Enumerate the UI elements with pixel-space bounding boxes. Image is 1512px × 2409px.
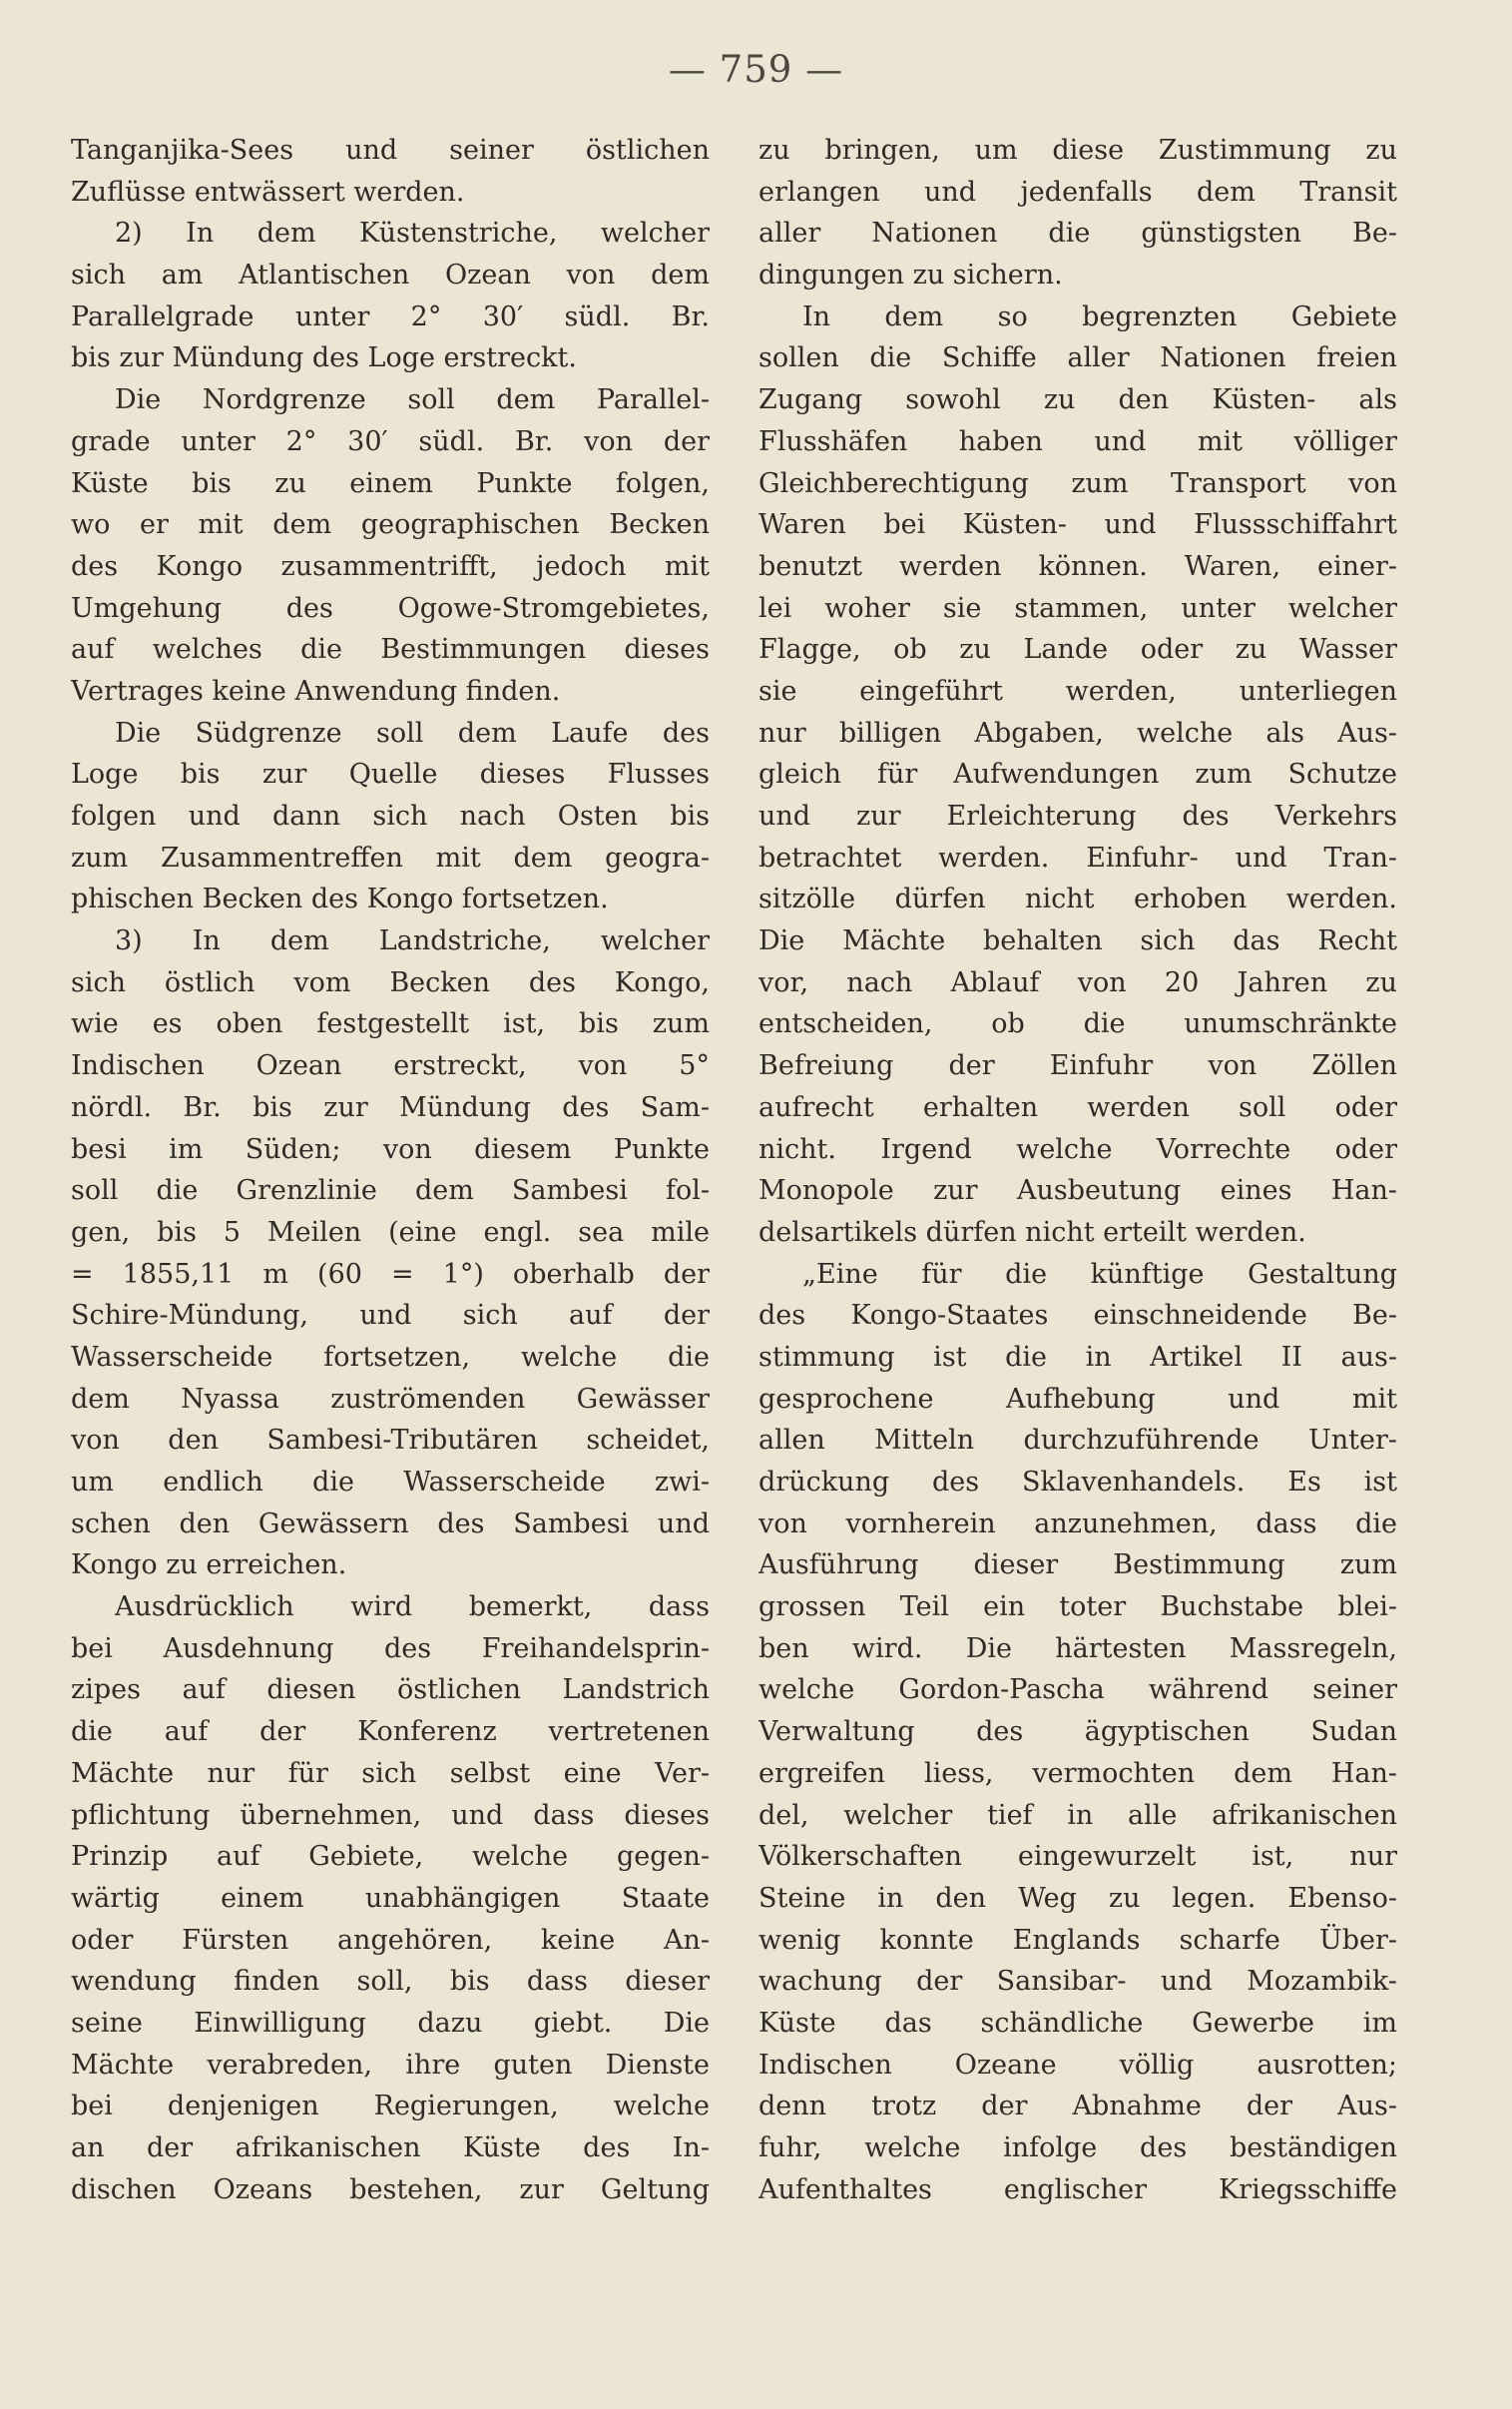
text-line: Steine in den Weg zu legen. Ebenso- (758, 1882, 1397, 1914)
text-line: aufrecht erhalten werden soll oder (758, 1091, 1397, 1123)
text-line: lei woher sie stammen, unter welcher (758, 592, 1397, 624)
right-text-column (758, 130, 1397, 2266)
text-line: Flagge, ob zu Lande oder zu Wasser (758, 634, 1397, 666)
text-line: zum Zusammentreffen mit dem geogra- (71, 842, 710, 874)
text-line: Die Nordgrenze soll dem Parallel- (115, 384, 710, 416)
text-line: allen Mitteln durchzuführende Unter- (758, 1425, 1397, 1457)
text-line: Zugang sowohl zu den Küsten- als (758, 384, 1397, 416)
text-line: pflichtung übernehmen, und dass dieses (71, 1799, 710, 1831)
text-line: welche Gordon-Pascha während seiner (758, 1674, 1397, 1706)
text-line: Indischen Ozeane völlig ausrotten; (758, 2049, 1397, 2081)
text-line: Loge bis zur Quelle dieses Flusses (71, 759, 710, 791)
text-line: ben wird. Die härtesten Massregeln, (758, 1632, 1397, 1664)
text-line: wo er mit dem geographischen Becken (71, 509, 710, 541)
text-line: aller Nationen die günstigsten Be- (758, 218, 1397, 250)
text-line: Mächte nur für sich selbst eine Ver- (71, 1757, 710, 1789)
text-line: betrachtet werden. Einfuhr- und Tran- (758, 842, 1397, 874)
text-line: In dem so begrenzten Gebiete (802, 301, 1397, 332)
text-line: Prinzip auf Gebiete, welche gegen- (71, 1841, 710, 1873)
text-line: 3) In dem Landstriche, welcher (115, 925, 710, 957)
text-line: bis zur Mündung des Loge erstreckt. (71, 342, 577, 374)
text-line: denn trotz der Abnahme der Aus- (758, 2091, 1397, 2122)
text-line: sie eingeführt werden, unterliegen (758, 675, 1397, 707)
text-line: grossen Teil ein toter Buchstabe blei- (758, 1591, 1397, 1623)
text-line: erlangen und jedenfalls dem Transit (758, 176, 1397, 208)
text-line: von vornherein anzunehmen, dass die (758, 1507, 1397, 1539)
text-line: Monopole zur Ausbeutung eines Han- (758, 1175, 1397, 1207)
text-line: nicht. Irgend welche Vorrechte oder (758, 1133, 1397, 1165)
text-line: dem Nyassa zuströmenden Gewässer (71, 1383, 710, 1415)
text-line: dingungen zu sichern. (758, 260, 1063, 292)
text-line: Die Mächte behalten sich das Recht (758, 925, 1397, 957)
text-line: von den Sambesi-Tributären scheidet, (71, 1425, 710, 1457)
text-line: um endlich die Wasserscheide zwi- (71, 1467, 710, 1498)
text-line: bei Ausdehnung des Freihandelsprin- (71, 1632, 710, 1664)
text-line: del, welcher tief in alle afrikanischen (758, 1799, 1397, 1831)
text-line: gen, bis 5 Meilen (eine engl. sea mile (71, 1216, 710, 1248)
text-line: auf welches die Bestimmungen dieses (71, 634, 710, 666)
text-line: wachung der Sansibar- und Mozambik- (758, 1966, 1397, 1998)
text-line: Ausführung dieser Bestimmung zum (758, 1549, 1397, 1581)
text-line: Indischen Ozean erstreckt, von 5° (71, 1050, 710, 1082)
text-line: Verwaltung des ägyptischen Sudan (758, 1716, 1397, 1748)
text-line: zipes auf diesen östlichen Landstrich (71, 1674, 710, 1706)
text-line: wärtig einem unabhängigen Staate (71, 1882, 710, 1914)
text-line: Mächte verabreden, ihre guten Dienste (71, 2049, 710, 2081)
text-line: Ausdrücklich wird bemerkt, dass (115, 1591, 710, 1623)
text-line: die auf der Konferenz vertretenen (71, 1716, 710, 1748)
text-line: gleich für Aufwendungen zum Schutze (758, 759, 1397, 791)
text-line: vor, nach Ablauf von 20 Jahren zu (758, 966, 1397, 998)
text-line: sitzölle dürfen nicht erhoben werden. (758, 884, 1397, 915)
text-line: oder Fürsten angehören, keine An- (71, 1924, 710, 1956)
text-line: zu bringen, um diese Zustimmung zu (758, 135, 1397, 166)
text-line: dischen Ozeans bestehen, zur Geltung (71, 2173, 710, 2205)
text-line: delsartikels dürfen nicht erteilt werden. (758, 1216, 1306, 1248)
text-line: wendung finden soll, bis dass dieser (71, 1966, 710, 1998)
text-line: phischen Becken des Kongo fortsetzen. (71, 884, 609, 915)
text-line: schen den Gewässern des Sambesi und (71, 1507, 710, 1539)
text-line: Aufenthaltes englischer Kriegsschiffe (758, 2173, 1397, 2205)
text-line: an der afrikanischen Küste des In- (71, 2132, 710, 2163)
text-line: Küste bis zu einem Punkte folgen, (71, 467, 710, 499)
text-line: sollen die Schiffe aller Nationen freien (758, 342, 1397, 374)
left-text-column (71, 130, 710, 2266)
text-line: Gleichberechtigung zum Transport von (758, 467, 1397, 499)
text-line: nur billigen Abgaben, welche als Aus- (758, 717, 1397, 749)
text-line: und zur Erleichterung des Verkehrs (758, 801, 1397, 832)
text-line: „Eine für die künftige Gestaltung (802, 1258, 1397, 1290)
text-line: Vertrages keine Anwendung finden. (71, 675, 561, 707)
text-line: Schire-Mündung, und sich auf der (71, 1300, 710, 1332)
text-line: Zuflüsse entwässert werden. (71, 176, 465, 208)
text-line: Flusshäfen haben und mit völliger (758, 425, 1397, 457)
text-line: soll die Grenzlinie dem Sambesi fol- (71, 1175, 710, 1207)
text-line: bei denjenigen Regierungen, welche (71, 2091, 710, 2122)
text-line: Tanganjika-Sees und seiner östlichen (71, 135, 710, 166)
text-line: Waren bei Küsten- und Flussschiffahrt (758, 509, 1397, 541)
text-line: sich östlich vom Becken des Kongo, (71, 966, 710, 998)
page-number: — 759 — (668, 48, 844, 91)
text-line: Parallelgrade unter 2° 30′ südl. Br. (71, 301, 710, 332)
text-line: Kongo zu erreichen. (71, 1549, 347, 1581)
text-line: grade unter 2° 30′ südl. Br. von der (71, 425, 710, 457)
text-line: Die Südgrenze soll dem Laufe des (115, 717, 710, 749)
text-line: fuhr, welche infolge des beständigen (758, 2132, 1397, 2163)
text-line: ergreifen liess, vermochten dem Han- (758, 1757, 1397, 1789)
text-line: gesprochene Aufhebung und mit (758, 1383, 1397, 1415)
text-line: wenig konnte Englands scharfe Über- (758, 1924, 1397, 1956)
text-line: Küste das schändliche Gewerbe im (758, 2007, 1397, 2039)
text-line: des Kongo zusammentrifft, jedoch mit (71, 550, 710, 582)
text-line: besi im Süden; von diesem Punkte (71, 1133, 710, 1165)
text-line: = 1855,11 m (60 = 1°) oberhalb der (71, 1258, 710, 1290)
text-line: Befreiung der Einfuhr von Zöllen (758, 1050, 1397, 1082)
text-line: wie es oben festgestellt ist, bis zum (71, 1008, 710, 1040)
text-line: entscheiden, ob die unumschränkte (758, 1008, 1397, 1040)
text-line: nördl. Br. bis zur Mündung des Sam- (71, 1091, 710, 1123)
text-line: folgen und dann sich nach Osten bis (71, 801, 710, 832)
text-line: 2) In dem Küstenstriche, welcher (115, 218, 710, 250)
text-line: benutzt werden können. Waren, einer- (758, 550, 1397, 582)
text-line: sich am Atlantischen Ozean von dem (71, 260, 710, 292)
text-line: stimmung ist die in Artikel II aus- (758, 1341, 1397, 1373)
text-line: Völkerschaften eingewurzelt ist, nur (758, 1841, 1397, 1873)
text-line: drückung des Sklavenhandels. Es ist (758, 1467, 1397, 1498)
text-line: Wasserscheide fortsetzen, welche die (71, 1341, 710, 1373)
text-line: Umgehung des Ogowe-Stromgebietes, (71, 592, 710, 624)
text-line: seine Einwilligung dazu giebt. Die (71, 2007, 710, 2039)
text-line: des Kongo-Staates einschneidende Be- (758, 1300, 1397, 1332)
